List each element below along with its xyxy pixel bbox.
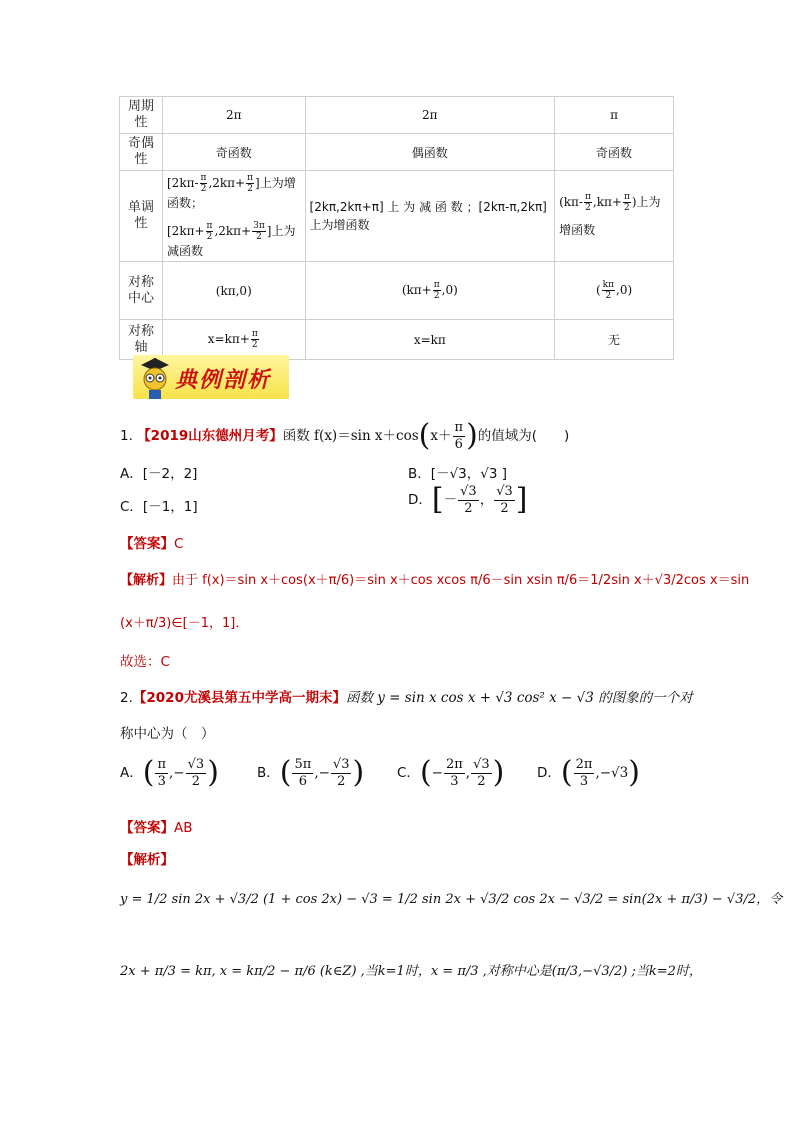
q1-option-b: B．[－√3，√3 ] [408,466,507,482]
table-cell: [2kπ- $\frac{\pi}{2}$ ,2kπ+ $\frac{\pi}{2}$ ]上为增函数； [2kπ+ $\frac{\pi}{2}$ ,2kπ+ $\frac{3\pi}{2}$ ]上为减函数 [163,171,306,262]
row-header: 单调性 [120,171,163,262]
q1-option-c: C．[－1，1] [120,499,198,515]
table-cell: π [555,97,674,134]
table-cell: 奇函数 [555,134,674,171]
q1-stem: 1. 【2019山东德州月考】函数 f(x)＝sin x＋cos(x＋ $\frac{\pi}{6}$ )的值域为( ) [120,418,570,453]
scholar-mascot-icon [135,355,175,399]
q2-option-c: C．(− $\frac{2\pi}{3}$ , $\frac{√3}{2}$ ) [397,755,505,790]
table-cell: (kπ,0) [163,262,306,320]
table-cell: 2π [305,97,555,134]
q2-option-d: D．( $\frac{2\pi}{3}$ ,−√3) [537,755,640,790]
q1-analysis-line2: (x＋π/3)∈[－1，1]． [120,616,249,631]
table-cell: (kπ- $\frac{\pi}{2}$ ,kπ+ $\frac{\pi}{2}$ )上为增函数 [555,171,674,262]
q1-option-a: A．[－2，2] [120,466,198,482]
table-cell: ( $\frac{k\pi}{2}$ ,0) [555,262,674,320]
q2-stem: 2.【2020尤溪县第五中学高一期末】函数 y = sin x cos x + √3 cos² x − √3 的图象的一个对 [120,690,693,706]
q2-answer: 【答案】AB [120,820,193,836]
q2-source: 【2020尤溪县第五中学高一期末】 [132,690,346,706]
table-row [120,171,674,262]
row-header: 对称轴 [120,320,163,360]
table-cell: [2kπ,2kπ+π] 上 为 减 函 数 ；[2kπ-π,2kπ]上为增函数 [305,171,555,262]
table-cell: 无 [555,320,674,360]
q2-analysis-line2: 2x + π/3 = kπ, x = kπ/2 − π/6 (k∈Z) ,当k=1时，x = π/3 ,对称中心是(π/3,−√3/2) ;当k=2时， [120,964,702,979]
table-cell: 奇函数 [163,134,306,171]
table-row [120,262,674,320]
q1-option-d: D．[－ $\frac{√3}{2}$ ， $\frac{√3}{2}$ ] [408,482,528,517]
table-cell: x=kπ [305,320,555,360]
q1-analysis-line1: 【解析】由于 f(x)＝sin x＋cos(x＋π/6)＝sin x＋cos xcos π/6－sin xsin π/6＝1/2sin x＋√3/2cos x＝sin [120,573,750,588]
q2-stem-line2: 称中心为（ ） [120,726,215,742]
trig-properties-table [119,96,674,360]
table-cell: 偶函数 [305,134,555,171]
section-banner [133,355,289,399]
q2-option-b: B．( $\frac{5\pi}{6}$ ,− $\frac{√3}{2}$ ) [257,755,365,790]
q2-option-a: A．( $\frac{\pi}{3}$ ,− $\frac{√3}{2}$ ) [120,755,219,790]
table-row [120,134,674,171]
table-row [120,97,674,134]
q1-source: 【2019山东德州月考】 [137,428,283,444]
row-header: 对称中心 [120,262,163,320]
table-cell: (kπ+ $\frac{\pi}{2}$ ,0) [305,262,555,320]
row-header: 奇偶性 [120,134,163,171]
q1-choose: 故选：C [120,654,170,670]
row-header: 周期性 [120,97,163,134]
table-cell: x=kπ+ $\frac{\pi}{2}$ [163,320,306,360]
q2-analysis-line1: y = 1/2 sin 2x + √3/2 (1 + cos 2x) − √3 = 1/2 sin 2x + √3/2 cos 2x − √3/2 = sin(2x + π/3) − √3/2，令 [120,892,783,907]
table-row [120,320,674,360]
q2-analysis-tag: 【解析】 [120,852,174,868]
banner-title: 典例剖析 [175,368,272,393]
table-cell: 2π [163,97,306,134]
q1-answer: 【答案】C [120,536,184,552]
